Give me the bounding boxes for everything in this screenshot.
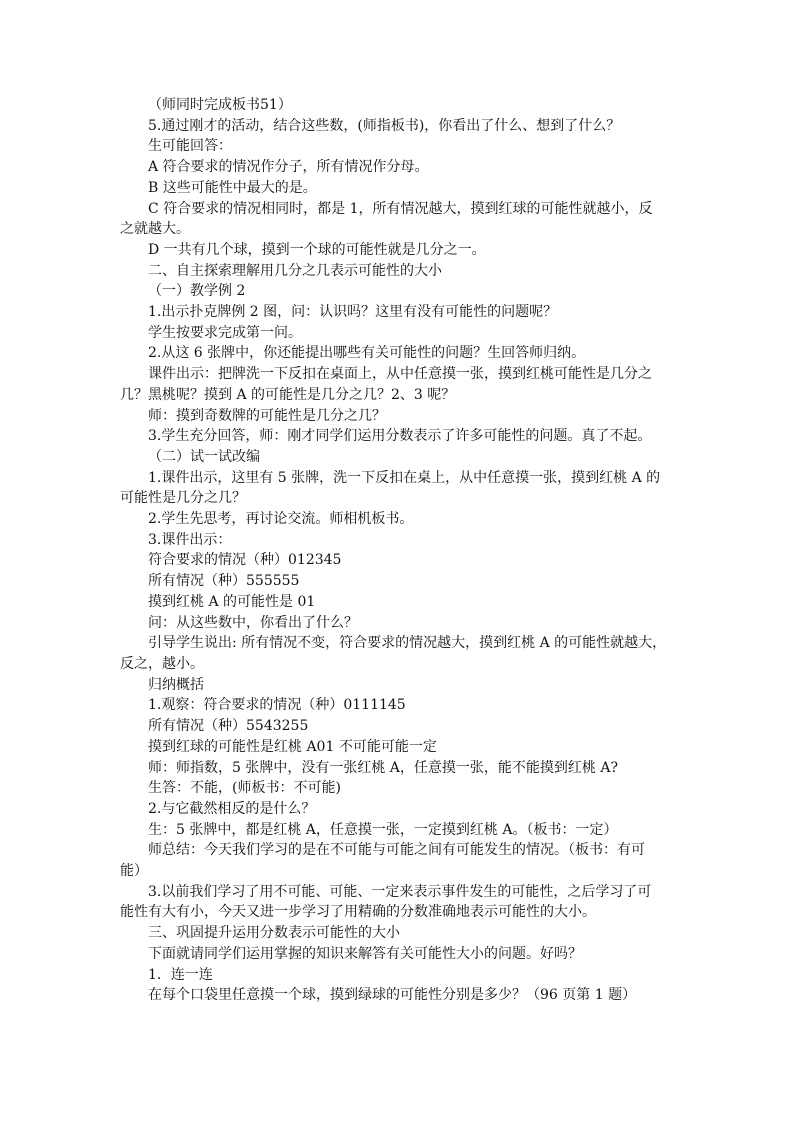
- text-line: 2.从这 6 张牌中，你还能提出哪些有关可能性的问题？生回答师归纳。: [148, 345, 586, 362]
- text-line: D 一共有几个球，摸到一个球的可能性就是几分之一。: [148, 241, 486, 258]
- text-line: 2.与它截然相反的是什么？: [148, 800, 316, 817]
- text-line: 下面就请同学们运用掌握的知识来解答有关可能性大小的问题。好吗？: [148, 945, 582, 962]
- text-line: 摸到红桃 A 的可能性是 01: [148, 593, 316, 610]
- text-line: 生：5 张牌中，都是红桃 A，任意摸一张，一定摸到红桃 A。（板书：一定）: [148, 821, 618, 838]
- text-line: 师总结：今天我们学习的是在不可能与可能之间有可能发生的情况。（板书：有可: [148, 842, 645, 859]
- text-line: 师：师指数，5 张牌中，没有一张红桃 A，任意摸一张，能不能摸到红桃 A?: [148, 759, 618, 776]
- text-line: 几？黑桃呢？摸到 A 的可能性是几分之几？2、3 呢？: [120, 386, 456, 403]
- text-line: 3.学生充分回答，师：刚才同学们运用分数表示了许多可能性的问题。真了不起。: [148, 428, 652, 445]
- text-line: 2.学生先思考，再讨论交流。师相机板书。: [148, 511, 414, 528]
- text-line: 生可能回答：: [148, 138, 232, 155]
- text-line: B 这些可能性中最大的是。: [148, 179, 317, 196]
- text-line: 在每个口袋里任意摸一个球，摸到绿球的可能性分别是多少？（96 页第 1 题）: [148, 987, 637, 1004]
- text-line: 三、巩固提升运用分数表示可能性的大小: [148, 925, 400, 942]
- text-line: 可能性是几分之几？: [120, 490, 246, 507]
- text-line: C 符合要求的情况相同时，都是 1，所有情况越大，摸到红球的可能性就越小，反: [148, 200, 653, 217]
- text-line: （师同时完成板书51）: [148, 97, 292, 113]
- text-line: 生答：不能，(师板书：不可能): [148, 780, 341, 797]
- text-line: 5.通过刚才的活动，结合这些数，(师指板书)，你看出了什么、想到了什么？: [148, 117, 621, 134]
- text-line: （一）教学例 2: [148, 283, 246, 300]
- text-line: 3.课件出示：: [148, 531, 232, 548]
- text-line: 所有情况（种）5543255: [148, 718, 309, 735]
- text-line: 1.出示扑克牌例 2 图，问：认识吗？这里有没有可能性的问题呢？: [148, 304, 558, 321]
- document-body: [120, 95, 680, 1006]
- text-line: 能）: [120, 863, 148, 880]
- text-line: 能性有大有小，今天又进一步学习了用精确的分数准确地表示可能性的大小。: [120, 904, 596, 921]
- text-line: 课件出示：把牌洗一下反扣在桌面上，从中任意摸一张，摸到红桃可能性是几分之: [148, 366, 652, 383]
- text-line: 归纳概括: [148, 676, 204, 693]
- text-line: 1．连一连: [148, 966, 213, 983]
- text-line: 符合要求的情况（种）012345: [148, 552, 342, 569]
- text-line: 引导学生说出: 所有情况不变，符合要求的情况越大，摸到红桃 A 的可能性就越大，: [148, 635, 667, 652]
- text-line: 3.以前我们学习了用不可能、可能、一定来表示事件发生的可能性，之后学习了可: [148, 883, 652, 900]
- text-line: 二、自主探索理解用几分之几表示可能性的大小: [148, 262, 442, 279]
- text-line: 问：从这些数中，你看出了什么？: [148, 614, 358, 631]
- text-line: 所有情况（种）555555: [148, 573, 300, 590]
- text-line: 1.观察：符合要求的情况（种）0111145: [148, 697, 406, 714]
- text-line: 学生按要求完成第一问。: [148, 324, 302, 341]
- text-line: 反之，越小。: [120, 655, 204, 672]
- text-line: 之就越大。: [120, 221, 190, 238]
- text-line: （二）试一试改编: [148, 448, 260, 465]
- text-line: 1.课件出示，这里有 5 张牌，洗一下反扣在桌上，从中任意摸一张，摸到红桃 A 的: [148, 469, 661, 486]
- text-line: 摸到红球的可能性是红桃 A01 不可能可能一定: [148, 738, 437, 755]
- text-line: 师：摸到奇数牌的可能性是几分之几？: [148, 407, 386, 424]
- text-line: A 符合要求的情况作分子，所有情况作分母。: [148, 159, 429, 176]
